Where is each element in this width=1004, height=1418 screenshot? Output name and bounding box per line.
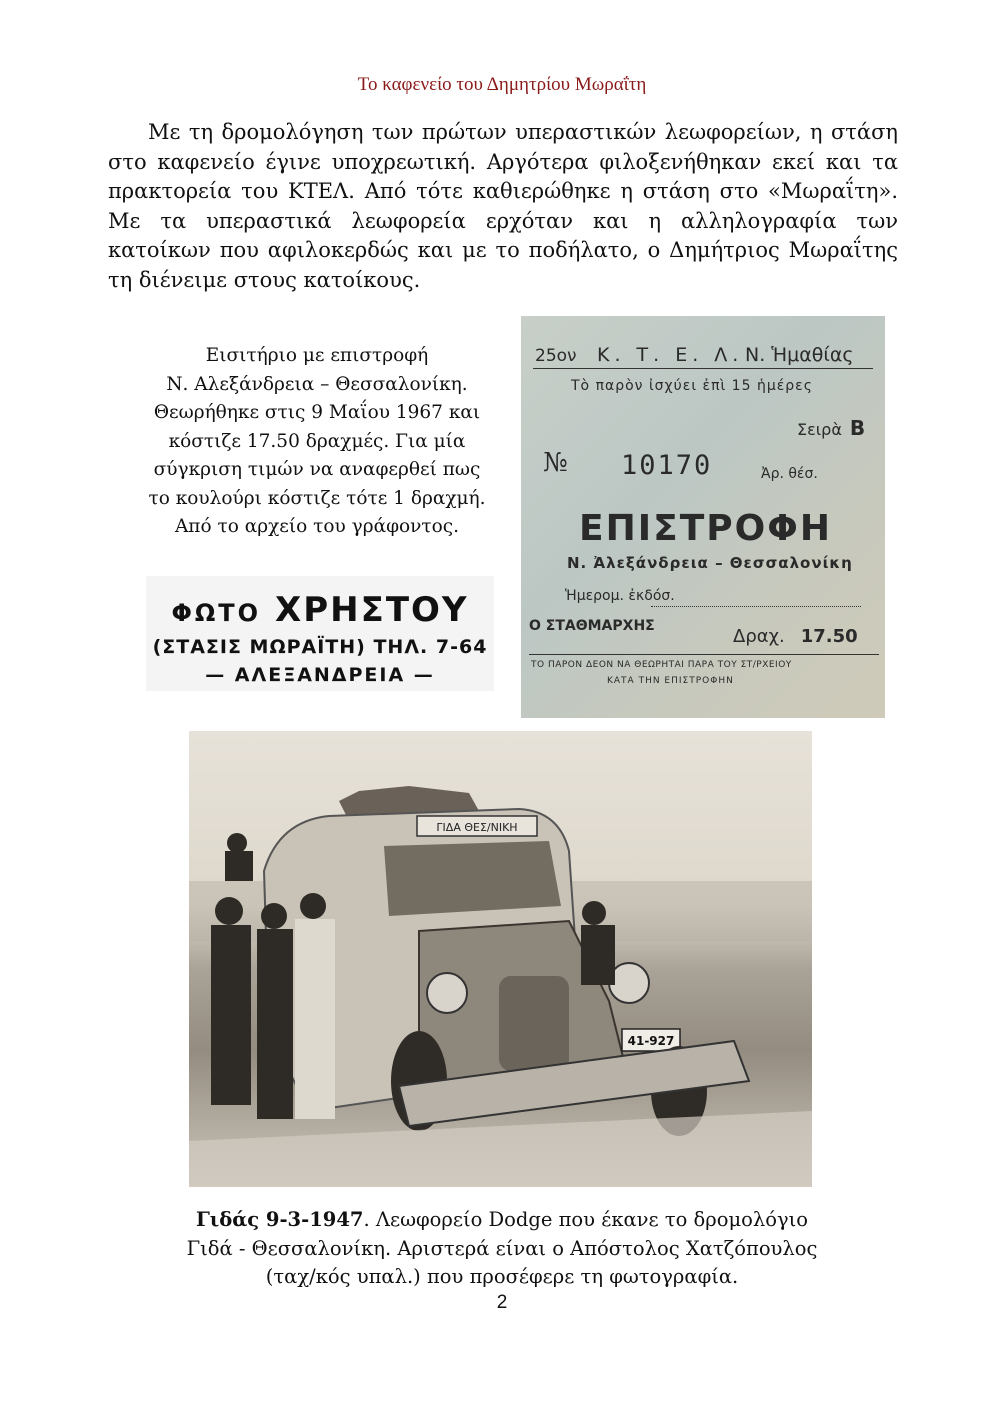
person [227,833,247,853]
ticket-price [733,626,858,647]
stamp-line-1 [146,590,494,630]
bus-photo-drawing [189,731,812,1187]
ticket-ktel: Κ. Τ. Ε. Λ. [597,344,744,366]
running-header: Το καφενείο του Δημητρίου Μωραΐτη [357,74,647,95]
ticket-office-number: 25ον [535,346,577,366]
stamp-name: ΧΡΗΣΤΟΥ [275,590,469,630]
ticket-caption-line: Θεωρήθηκε στις 9 Μαΐου 1967 και [153,402,481,423]
ticket-footer: ΤΟ ΠΑΡΟΝ ΔΕΟΝ ΝΑ ΘΕΩΡΗΤΑΙ ΠΑΡΑ ΤΟΥ ΣΤ/ΡΧΕΙΟΥ [531,660,792,670]
bus-ticket-image [521,316,885,718]
photo-caption-line: Γιδά - Θεσσαλονίκη. Αριστερά είναι ο Απόστολος Χατζόπουλος [186,1236,818,1260]
stamp-line-2: (ΣΤΑΣΙΣ ΜΩΡΑΪΤΗ) ΤΗΛ. 7-64 [152,636,488,658]
ticket-caption-line: το κουλούρι κόστιζε τότε 1 δραχμή. [148,487,486,509]
ticket-issue-date-label: Ἡμερομ. ἐκδόσ. [565,588,675,604]
ticket-series-label: Σειρὰ [797,420,842,439]
headlight-left [427,973,467,1013]
ticket-route: Ν. Ἀλεξάνδρεια – Θεσσαλονίκη [567,554,853,572]
person [295,919,335,1119]
ticket-series-value: Β [849,416,866,440]
ticket-stationmaster: Ο ΣΤΑΘΜΑΡΧΗΣ [529,618,655,634]
person [261,903,287,929]
person [300,893,326,919]
ticket-rule [529,654,879,655]
license-plate: 41-927 [627,1034,675,1048]
photo-caption-line: (ταχ/κός υπαλ.) που προσέφερε τη φωτογραφία. [265,1265,739,1288]
person [215,897,243,925]
ticket-caption-line: Από το αρχείο του γράφοντος. [174,516,460,537]
photo-caption [140,1206,864,1292]
ticket-validity: Τὸ παρὸν ἰσχύει ἐπὶ 15 ἡμέρες [571,378,813,394]
ticket-rule [651,606,861,608]
person [225,851,253,881]
ticket-footer: ΚΑΤΑ ΤΗΝ ΕΠΙΣΤΡΟΦΗΝ [607,676,734,686]
road-foreground [189,1111,812,1187]
stamp-line-3: — ΑΛΕΞΑΝΔΡΕΙΑ — [205,664,435,686]
photo-caption-line [140,1206,864,1235]
bus-photograph [189,731,812,1187]
ticket-rule [533,368,873,369]
ticket-price-label: Δραχ. [733,626,785,647]
page-number: 2 [496,1292,508,1313]
person [257,929,293,1119]
ticket-caption-line: κόστιζε 17.50 δραχμές. Για μία [168,430,466,452]
person [582,901,606,925]
person [581,925,615,985]
ticket-number: 10170 [621,450,713,481]
windshield [384,841,561,916]
ticket-series [797,416,865,440]
ticket-type: ΕΠΙΣΤΡΟΦΗ [579,508,832,549]
photo-caption-date: Γιδάς 9-3-1947 [195,1208,364,1231]
stamp-foto: ΦΩΤΟ [171,599,262,627]
ticket-caption-line: Ν. Αλεξάνδρεια – Θεσσαλονίκη. [166,373,468,395]
ticket-number-symbol: № [543,448,568,478]
bus-grille [499,976,569,1071]
ticket-caption [126,342,508,542]
photographer-stamp-image [146,576,494,691]
destination-sign: ΓΙΔΑ ΘΕΣ/ΝΙΚΗ [436,821,518,834]
intro-paragraph: Με τη δρομολόγηση των πρώτων υπεραστικών λεωφορείων, η στάση στο καφενείο έγινε υποχρεωτική. Αργότερα φιλοξενήθηκαν εκεί και τα πρακτορεία του ΚΤΕΛ. Από τότε καθιερώθηκε η στάση στο «Μωραΐτη». Με τα υπεραστικά λεωφορεία ερχόταν και η αλληλογραφία των κατοίκων που αφιλοκερδώς και με το ποδήλατο, ο Δημήτριος Μωραΐτης τη διένειμε στους κατοίκους. [108,120,898,292]
ticket-prefecture: Ν. Ἡμαθίας [745,344,854,366]
ticket-caption-line: Εισιτήριο με επιστροφή [205,345,429,366]
ticket-price-value: 17.50 [800,626,858,647]
ticket-caption-line: σύγκριση τιμών να αναφερθεί πως [153,459,481,480]
ticket-seat-label: Ἀρ. θέσ. [761,466,818,482]
person [211,925,251,1105]
photo-caption-text: . Λεωφορείο Dodge που έκανε το δρομολόγιο [363,1208,809,1231]
